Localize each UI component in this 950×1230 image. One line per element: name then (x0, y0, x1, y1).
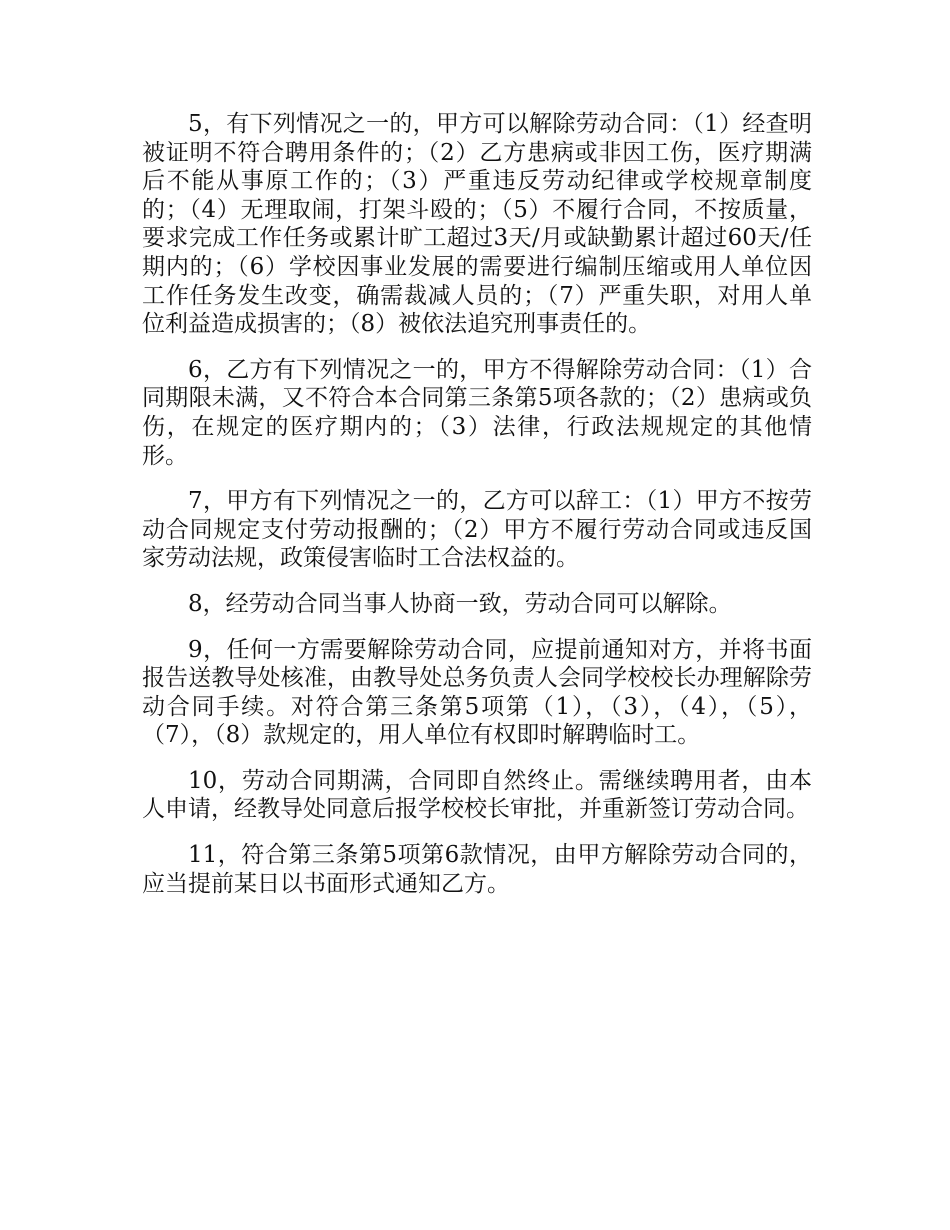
paragraph-clause-6: 6，乙方有下列情况之一的，甲方不得解除劳动合同：（1）合同期限未满，又不符合本合同第三条第5项各款的；（2）患病或负伤，在规定的医疗期内的；（3）法律，行政法规规定的其他情形。 (142, 356, 812, 469)
paragraph-clause-10: 10，劳动合同期满，合同即自然终止。需继续聘用者，由本人申请，经教导处同意后报学校校长审批，并重新签订劳动合同。 (142, 767, 812, 823)
paragraph-clause-7: 7，甲方有下列情况之一的，乙方可以辞工：（1）甲方不按劳动合同规定支付劳动报酬的；（2）甲方不履行劳动合同或违反国家劳动法规，政策侵害临时工合法权益的。 (142, 488, 812, 572)
paragraph-clause-9: 9，任何一方需要解除劳动合同，应提前通知对方，并将书面报告送教导处核准，由教导处总务负责人会同学校校长办理解除劳动合同手续。对符合第三条第5项第（1），（3），（4），（5），（7），（8）款规定的，用人单位有权即时解聘临时工。 (142, 636, 812, 749)
paragraph-clause-8: 8，经劳动合同当事人协商一致，劳动合同可以解除。 (188, 590, 732, 617)
document-body (142, 110, 812, 915)
paragraph-clause-11: 11，符合第三条第5项第6款情况，由甲方解除劳动合同的，应当提前某日以书面形式通知乙方。 (142, 842, 812, 897)
paragraph-clause-5: 5，有下列情况之一的，甲方可以解除劳动合同：（1）经查明被证明不符合聘用条件的；（2）乙方患病或非因工伤，医疗期满后不能从事原工作的；（3）严重违反劳动纪律或学校规章制度的；（4）无理取闹，打架斗殴的；（5）不履行合同，不按质量，要求完成工作任务或累计旷工超过3天/月或缺勤累计超过60天/任期内的；（6）学校因事业发展的需要进行编制压缩或用人单位因工作任务发生改变，确需裁减人员的；（7）严重失职，对用人单位利益造成损害的；（8）被依法追究刑事责任的。 (142, 111, 812, 338)
